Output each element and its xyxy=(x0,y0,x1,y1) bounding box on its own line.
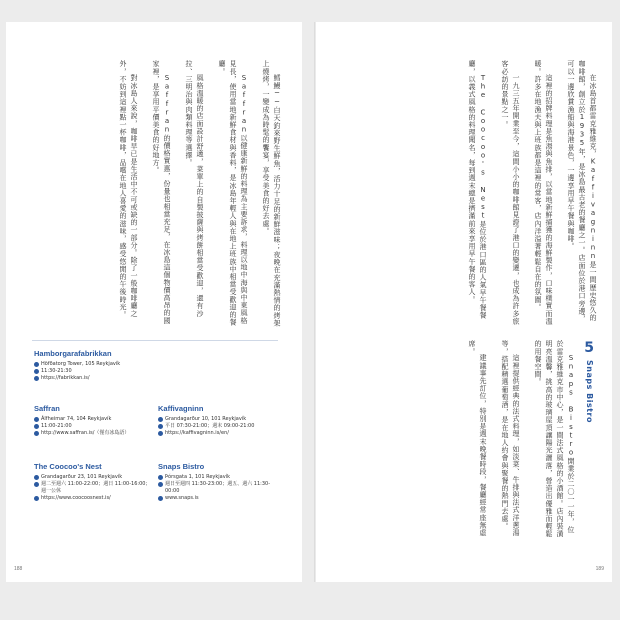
listing-address: Álfheimar 74, 104 Reykjavík xyxy=(34,416,164,423)
right-paragraph: Snaps Bistro開業於二〇一一年，位於雷克雅維克市中心，是一間法式風格的小酒館。店內裝潢明亮溫馨，挑高的玻璃屋頂讓陽光灑落，營造出優雅而輕鬆的用餐空間。 xyxy=(534,340,575,538)
clock-icon xyxy=(34,369,39,374)
clock-icon xyxy=(34,482,39,487)
left-paragraph: 鱈鰻──白天釣來野生鮮魚，活力十足的新鮮滋味；夜晚在充滿熱情的烤架上燒烤，一變成為時髦的饗宴，享受美食的好去處。 xyxy=(262,60,281,327)
left-paragraph: Saffran以健康新鮮的料理為主要訴求，料理以地中海與中東風格見長，使用當地新鮮食材與香料，是冰島年輕人與在地上班族中相當受歡迎的餐廳。 xyxy=(218,60,248,326)
listing-website: http://www.saffran.is/（僅有冰島語） xyxy=(34,430,164,437)
listing-hours: 平日 07:30-21:00；週末 09:00-21:00 xyxy=(158,423,288,430)
left-paragraph: Saffran的價格實惠，份量也相當充足，在冰島這個物價高昂的國家裡，是享用平價美食的好地方。 xyxy=(152,60,171,325)
right-paragraph: 在冰島首都雷克雅維克，Kaffivagninn是一間歷史悠久的咖啡館，創立於1935年，是冰島最古老的餐廳之一。店面位於港口旁邊，可以一邊欣賞漁船與海港景色，一邊享用早午餐與咖啡。 xyxy=(567,60,597,323)
section-title: Snaps Bistro xyxy=(585,360,594,423)
listing-name: Snaps Bistro xyxy=(158,462,205,471)
listing-address: Þórsgata 1, 101 Reykjavík xyxy=(158,474,288,481)
entry-divider xyxy=(32,340,278,341)
right-paragraph: 建議事先訂位，特別是週末晚餐時段，餐廳經常座無虛席。 xyxy=(468,340,487,537)
left-page xyxy=(6,22,302,582)
clock-icon xyxy=(158,424,163,429)
location-icon xyxy=(34,475,39,480)
listing-coocoos-nest xyxy=(34,462,158,502)
clock-icon xyxy=(158,482,163,487)
right-paragraph: 一九三五年開業至今，這間小小的咖啡館見證了港口的變遷，也成為許多旅客必訪的景點之一。 xyxy=(501,60,520,325)
right-paragraph: 這裡的招牌料理是魚湯與魚排，以當地新鮮捕獲的海鮮製作，口味樸實而溫暖。許多在地漁夫與上班族都是這裡的常客，店內洋溢著輕鬆自在的氛圍。 xyxy=(534,60,553,325)
right-paragraph: The Coocoo's Nest是位於港口區的人氣早午餐餐廳，以義式風格的料理聞名，每到週末總是擠滿前來享用早午餐的客人。 xyxy=(468,60,487,319)
right-body-text-top xyxy=(334,60,598,328)
left-paragraph: 風格溫暖的店面設計舒適，菜單上的自製披薩與烤餅相當受歡迎，還有沙拉、三明治與肉類料理等選擇。 xyxy=(185,60,204,318)
listing-name: Saffran xyxy=(34,404,60,413)
listing-hours: 11:30-21:30 xyxy=(34,368,164,375)
left-paragraph: 對冰島人來說，咖啡早已是生活中不可或缺的一部分。除了一般咖啡廳之外，不妨到這裡點一杯咖啡，品嚐在地人喜愛的滋味，感受悠閒的午後時光。 xyxy=(119,60,138,319)
section-number: 5 xyxy=(584,340,594,356)
listing-address: Höfðatorg Tower, 105 Reykjavík xyxy=(34,361,164,368)
listing-hours: 11:00-21:00 xyxy=(34,423,164,430)
page-number: 189 xyxy=(595,566,604,572)
web-icon xyxy=(158,431,163,436)
listing-address: Grandagarður 23, 101 Reykjavík xyxy=(34,474,158,481)
clock-icon xyxy=(34,424,39,429)
listing-kaffivagninn xyxy=(158,404,288,437)
listing-hours: 週日至週四 11:30-23:00；週五、週六 11:30-00:00 xyxy=(158,481,288,495)
listing-snaps-bistro xyxy=(158,462,288,502)
page-number: 188 xyxy=(14,566,23,572)
web-icon xyxy=(158,496,163,501)
listing-saffran xyxy=(34,404,164,437)
listing-website: www.snaps.is xyxy=(158,495,288,502)
listing-website: https://www.coocoosnest.is/ xyxy=(34,495,158,502)
listing-name: The Coocoo's Nest xyxy=(34,462,102,471)
listing-address: Grandagarður 10, 101 Reykjavík xyxy=(158,416,288,423)
left-body-text xyxy=(32,60,282,328)
web-icon xyxy=(34,431,39,436)
listing-hamborgarafabrikkan xyxy=(34,349,164,382)
listing-name: Hamborgarafabrikkan xyxy=(34,349,112,358)
web-icon xyxy=(34,376,39,381)
listing-website: https://fabrikkan.is/ xyxy=(34,375,164,382)
listing-website: https://kaffivagninn.is/en/ xyxy=(158,430,288,437)
web-icon xyxy=(34,496,39,501)
location-icon xyxy=(34,362,39,367)
location-icon xyxy=(158,475,163,480)
right-paragraph: 這裡提供經典的法式料理，如淡菜、牛排與法式洋蔥湯等，搭配精選葡萄酒，是在地人約會與聚餐的熱門去處。 xyxy=(501,340,520,537)
location-icon xyxy=(158,417,163,422)
right-page xyxy=(316,22,612,582)
listing-name: Kaffivagninn xyxy=(158,404,204,413)
right-body-text-bottom xyxy=(336,340,576,540)
listing-hours: 週二至週六 11:00-22:00；週日 11:00-16:00；週一公休 xyxy=(34,481,158,495)
location-icon xyxy=(34,417,39,422)
